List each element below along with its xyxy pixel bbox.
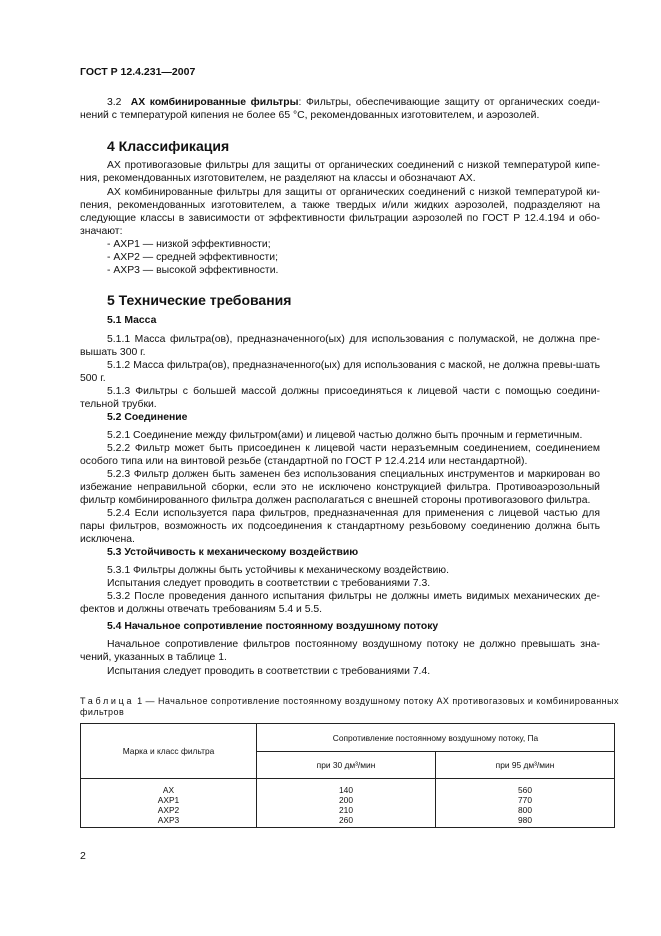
table-caption-label: Таблица: [80, 696, 135, 706]
paragraph-5-2-1: 5.2.1 Соединение между фильтром(ами) и лицевой частью должно быть прочным и герметичным.: [107, 430, 583, 441]
table-subheader-30: при 30 дм³/мин: [257, 752, 436, 779]
paragraph-5-4-b: Испытания следует проводить в соответствии с требованиями 7.4.: [107, 666, 431, 677]
paragraph-5-1-3: 5.1.3 Фильтры с большей массой должны присоединяться к лицевой части с помощью соедини-тельной трубки.: [80, 386, 600, 411]
paragraph-5-4-a: Начальное сопротивление фильтров постоянному воздушному потоку не должно превышать зна-чений, указанных в таблице 1.: [80, 639, 600, 664]
subsection-title-5-1: 5.1 Масса: [107, 315, 157, 326]
table-cell: 770: [518, 795, 532, 805]
paragraph-4-1: АХ противогазовые фильтры для защиты от органических соединений с низкой температурой кипе-ния, рекомендованных изготовителем, не разделяют на классы и обозначают АХ.: [80, 160, 600, 185]
paragraph-5-3-1: 5.3.1 Фильтры должны быть устойчивы к механическому воздействию.: [107, 565, 449, 576]
table-cell: АХР2: [157, 805, 180, 815]
resistance-table: [80, 723, 615, 828]
table-caption-text: 1 — Начальное сопротивление постоянному воздушному потоку АХ противогазовых и комбинированных фильтров: [80, 696, 619, 717]
clause-number: 3.2: [107, 97, 122, 108]
list-item: - АХР2 — средней эффективности;: [107, 252, 278, 264]
paragraph-5-3-1b: Испытания следует проводить в соответствии с требованиями 7.3.: [107, 578, 431, 589]
paragraph-4-2: АХ комбинированные фильтры для защиты от органических соединений с низкой температурой ки-пения, рекомендованных изготовителем, а также твердых и/или жидких аэрозолей, подразделяют на следующие классы в зависимости от эффективности фильтрации аэрозолей по ГОСТ Р 12.4.194 и обо-значают:: [80, 187, 600, 238]
table-subheader-95: при 95 дм³/мин: [436, 752, 615, 779]
section-title-5: 5 Технические требования: [107, 292, 292, 308]
paragraph-5-3-2: 5.3.2 После проведения данного испытания фильтры не должны иметь видимых механических де-фектов и должны отвечать требованиям 5.4 и 5.5.: [80, 591, 600, 616]
table-cell: 800: [518, 805, 532, 815]
paragraph-5-1-2: 5.1.2 Масса фильтра(ов), предназначенного(ых) для использования с маской, не должна превы-шать 500 г.: [80, 360, 600, 385]
clause-3-2: [80, 96, 600, 122]
table-caption: [80, 696, 620, 718]
section-title-4: 4 Классификация: [107, 138, 230, 154]
table-header-resistance: Сопротивление постоянному воздушному потоку, Па: [257, 724, 615, 752]
table-cell: 980: [518, 815, 532, 825]
clause-definition: : Фильтры, обеспечивающие защиту от органических соеди-нений с температурой кипения не более 65 °С, рекомендованных изготовителем, и аэрозолей.: [80, 97, 601, 122]
subsection-title-5-2: 5.2 Соединение: [107, 412, 188, 423]
paragraph-5-1-1: 5.1.1 Масса фильтра(ов), предназначенного(ых) для использования с полумаской, не должна пре-вышать 300 г.: [80, 334, 600, 359]
list-item: - АХР3 — высокой эффективности.: [107, 265, 279, 277]
document-header: ГОСТ Р 12.4.231—2007: [80, 66, 196, 78]
paragraph-5-2-3: 5.2.3 Фильтр должен быть заменен без использования специальных инструментов и маркирован во избежание неправильной сборки, если это не исключено конструкцией фильтра. Противоаэрозольный фильтр комбинированного фильтра должен располагаться с внешней стороны противогазового фильтра.: [80, 469, 600, 507]
table-cell: 560: [518, 785, 532, 795]
table-cell: 210: [339, 805, 353, 815]
table-header-mark: Марка и класс фильтра: [81, 724, 257, 779]
table-cell: АХ: [162, 785, 175, 795]
table-cell: 140: [339, 785, 353, 795]
clause-term: АХ комбинированные фильтры: [130, 97, 299, 108]
table-cell: 200: [339, 795, 353, 805]
list-item: - АХР1 — низкой эффективности;: [107, 239, 271, 250]
values-95-cell: [436, 779, 615, 828]
table-cell: 260: [339, 815, 353, 825]
marks-cell: [81, 779, 257, 828]
table-cell: АХР1: [157, 795, 180, 805]
class-list: [107, 238, 278, 277]
table-cell: АХР3: [157, 815, 180, 825]
table-body: [81, 779, 615, 828]
paragraph-5-2-2: 5.2.2 Фильтр может быть присоединен к лицевой части неразъемным соединением, соединением особого типа или на винтовой резьбе (стандартной по ГОСТ Р 12.4.214 или нестандартной).: [80, 443, 600, 468]
subsection-title-5-4: 5.4 Начальное сопротивление постоянному воздушному потоку: [107, 621, 439, 632]
subsection-title-5-3: 5.3 Устойчивость к механическому воздействию: [107, 547, 359, 558]
values-30-cell: [257, 779, 436, 828]
paragraph-5-2-4: 5.2.4 Если используется пара фильтров, предназначенная для применения с лицевой частью для пары фильтров, возможность их подсоединения к стандартному резьбовому соединению должна быть исключена.: [80, 508, 600, 546]
page-number: 2: [80, 850, 86, 862]
